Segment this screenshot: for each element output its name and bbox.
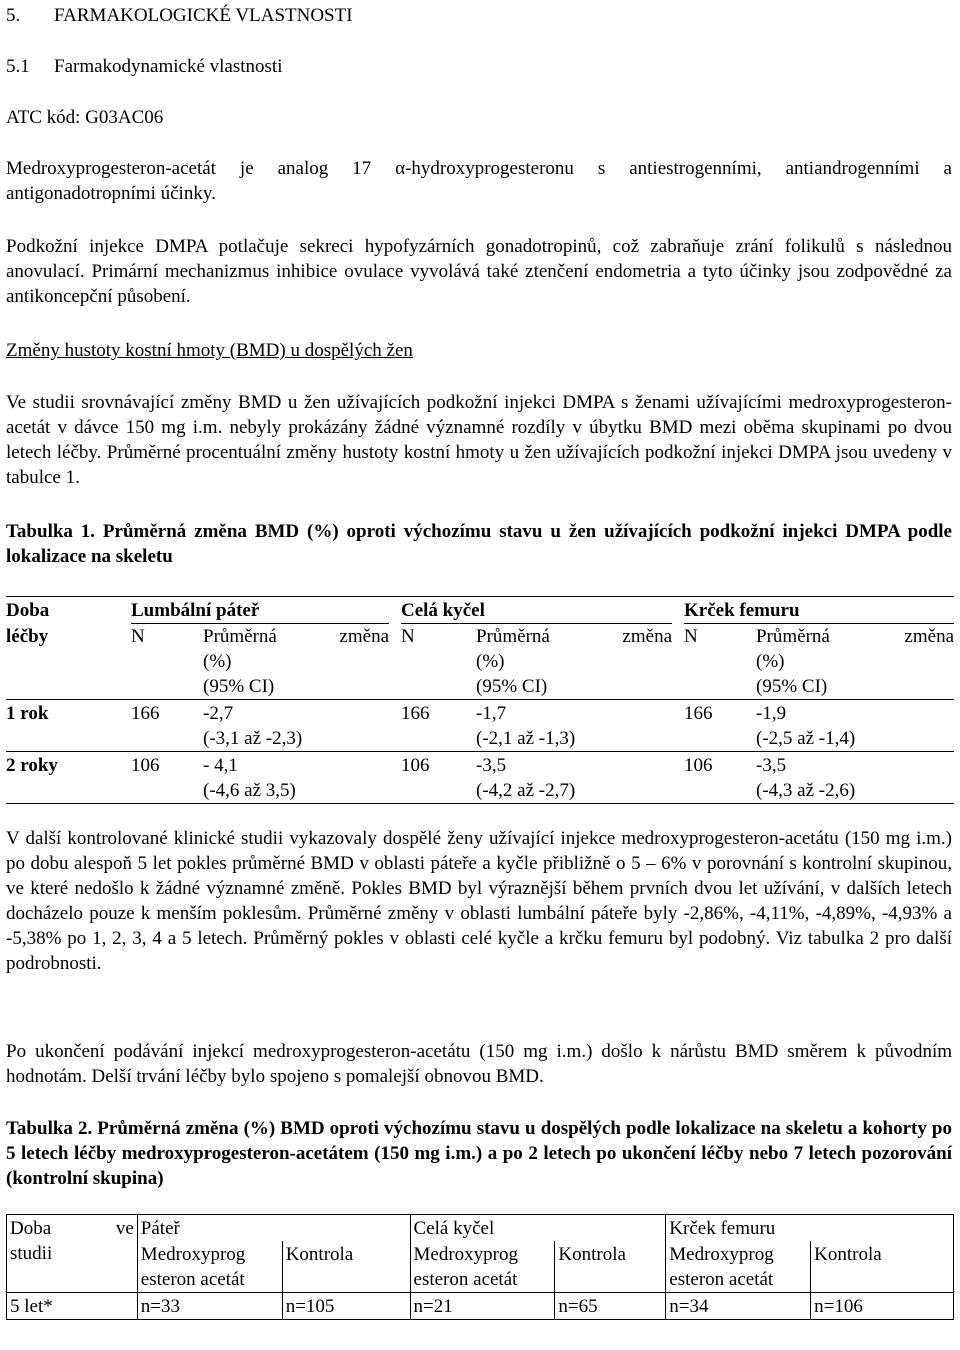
mean-header: Průměrná změna (%) (95% CI) [203, 626, 389, 697]
bmd-heading: Změny hustoty kostní hmoty (BMD) u dospělých žen [6, 340, 413, 361]
table-row [7, 1293, 954, 1320]
mean-value: -3,5 (-4,2 až -2,7) [476, 752, 684, 804]
n-header: N [684, 626, 698, 647]
table-row [6, 700, 954, 752]
n-value: 166 [401, 700, 476, 752]
table1-caption: Tabulka 1. Průměrná změna BMD (%) oproti výchozímu stavu u žen užívajících podkožní injekci DMPA podle lokalizace na skeletu [6, 521, 952, 567]
subsection-number: 5.1 [6, 56, 30, 77]
bmd-table-2 [6, 1214, 954, 1320]
subheader-dmpa: Medroxyprog esteron acetát [410, 1241, 555, 1293]
subsection-heading [6, 54, 952, 79]
cohort-n: n=106 [811, 1293, 954, 1320]
group-femoral-neck: Krček femuru [666, 1215, 954, 1242]
cohort-n: n=65 [555, 1293, 666, 1320]
section-heading [6, 3, 952, 28]
paragraph-long-term-study: V další kontrolované klinické studii vykazovaly dospělé ženy užívající injekce medroxyprogesteron-acetátu (150 mg i.m.) po dobu alespoň 5 let pokles průměrné BMD v oblasti páteře a kyčle přibližně o 5 – 6% v porovnání s kontrolní skupinou, ve které nedošlo k žádné významné změně. Pokles BMD byl výraznější během prvních dvou let užívání, v dalších letech docházelo pouze k menším poklesům. Průměrné změny v oblasti lumbální páteře byly -2,86%, -4,11%, -4,89%, -4,93% a -5,38% po 1, 2, 3, 4 a 5 letech. Průměrný pokles v oblasti celé kyčle a krčku femuru byl podobný. Viz tabulka 2 pro další podrobnosti. [6, 828, 952, 974]
paragraph-recovery: Po ukončení podávání injekcí medroxyprogesteron-acetátu (150 mg i.m.) došlo k nárůstu BMD směrem k původním hodnotám. Delší trvání léčby bylo spojeno s pomalejší obnovou BMD. [6, 1041, 952, 1087]
dose-header: Doba ve studii [7, 1215, 138, 1293]
mean-value: -1,9 (-2,5 až -1,4) [756, 700, 954, 752]
row-label: 5 let* [7, 1293, 138, 1320]
mean-value: -1,7 (-2,1 až -1,3) [476, 700, 684, 752]
table2-caption: Tabulka 2. Průměrná změna (%) BMD oproti výchozímu stavu u dospělých podle lokalizace na skeletu a kohorty po 5 letech léčby medroxyprogesteron-acetátem (150 mg i.m.) a po 2 letech po ukončení léčby nebo 7 letech pozorování (kontrolní skupina) [6, 1118, 952, 1189]
group-lumbar-spine: Lumbální páteř [131, 598, 389, 624]
mean-value: -3,5 (-4,3 až -2,6) [756, 752, 954, 804]
subsection-title: Farmakodynamické vlastnosti [54, 56, 283, 77]
cohort-n: n=21 [410, 1293, 555, 1320]
group-spine: Páteř [137, 1215, 410, 1242]
paragraph-study: Ve studii srovnávající změny BMD u žen užívajících podkožní injekci DMPA s ženami užívajícími medroxyprogesteron-acetát v dávce 150 mg i.m. nebyly prokázány žádné významné rozdíly v úbytku BMD mezi oběma skupinami po dvou letech léčby. Průměrné procentuální změny hustoty kostní hmoty u žen užívajících podkožní injekci DMPA jsou uvedeny v tabulce 1. [6, 392, 952, 488]
cohort-n: n=105 [282, 1293, 410, 1320]
atc-code: ATC kód: G03AC06 [6, 107, 164, 128]
mean-header: Průměrná změna (%) (95% CI) [756, 626, 954, 697]
bmd-table-1 [6, 596, 954, 804]
n-value: 166 [684, 700, 756, 752]
mean-header: Průměrná změna (%) (95% CI) [476, 626, 672, 697]
cohort-n: n=33 [137, 1293, 282, 1320]
group-total-hip: Celá kyčel [401, 598, 672, 624]
row-label: 1 rok [6, 700, 131, 752]
paragraph-mechanism: Medroxyprogesteron-acetát je analog 17 α-hydroxyprogesteronu s antiestrogenními, antiandrogenními a antigonadotropními účinky. [6, 158, 952, 204]
n-value: 106 [131, 752, 203, 804]
subheader-dmpa: Medroxyprog esteron acetát [666, 1241, 811, 1293]
n-header: N [131, 626, 145, 647]
section-number: 5. [6, 5, 21, 26]
group-femoral-neck: Krček femuru [684, 598, 954, 624]
n-value: 106 [684, 752, 756, 804]
n-value: 106 [401, 752, 476, 804]
paragraph-ovulation: Podkožní injekce DMPA potlačuje sekreci hypofyzárních gonadotropinů, což zabraňuje zrání folikulů s následnou anovulací. Primární mechanizmus inhibice ovulace vyvolává také ztenčení endometria a tyto účinky jsou zodpovědné za antikoncepční působení. [6, 236, 952, 307]
row-label: 2 roky [6, 752, 131, 804]
n-header: N [401, 626, 415, 647]
group-total-hip: Celá kyčel [410, 1215, 666, 1242]
subheader-control: Kontrola [282, 1241, 410, 1293]
subheader-control: Kontrola [811, 1241, 954, 1293]
subheader-control: Kontrola [555, 1241, 666, 1293]
n-value: 166 [131, 700, 203, 752]
subheader-dmpa: Medroxyprog esteron acetát [137, 1241, 282, 1293]
mean-value: - 4,1 (-4,6 až 3,5) [203, 752, 401, 804]
table-row [6, 752, 954, 804]
section-title: FARMAKOLOGICKÉ VLASTNOSTI [54, 5, 353, 26]
dose-header-2: léčby [6, 626, 49, 647]
dose-header-1: Doba [6, 600, 50, 621]
cohort-n: n=34 [666, 1293, 811, 1320]
mean-value: -2,7 (-3,1 až -2,3) [203, 700, 401, 752]
